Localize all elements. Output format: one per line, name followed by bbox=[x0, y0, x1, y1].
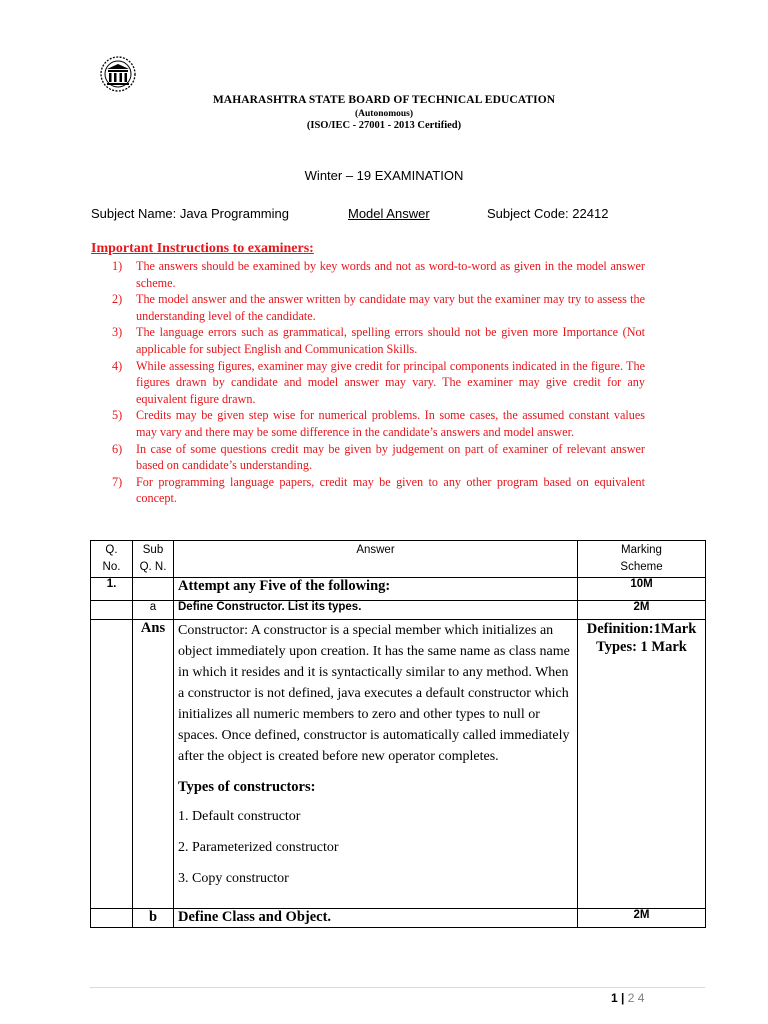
definition-mark: Definition:1Mark bbox=[586, 621, 697, 637]
question-marks: 10M bbox=[578, 578, 706, 601]
instruction-item: 4) While assessing figures, examiner may give credit for principal components indicated in the figure. The figures drawn by candidate and model answer may vary. The examiner may give credit for any equivalent figure drawn. bbox=[112, 358, 645, 406]
certification-label: (ISO/IEC - 27001 - 2013 Certified) bbox=[306, 120, 462, 131]
question-number-empty bbox=[91, 909, 133, 928]
autonomous-label: (Autonomous) bbox=[354, 109, 414, 119]
question-title: Attempt any Five of the following: bbox=[174, 578, 578, 601]
header-sub-qn: Sub Q. N. bbox=[133, 541, 174, 578]
page-number: 1 bbox=[611, 991, 618, 1005]
answer-table bbox=[90, 540, 706, 928]
board-name: MAHARASHTRA STATE BOARD OF TECHNICAL EDUCATION bbox=[212, 94, 556, 106]
sub-question-label: a bbox=[133, 601, 174, 620]
page-total: 2 4 bbox=[627, 991, 645, 1005]
sub-question-label: b bbox=[133, 909, 174, 928]
footer-divider bbox=[90, 987, 705, 988]
sub-question-title: Define Constructor. List its types. bbox=[174, 601, 578, 620]
question-number: 1. bbox=[91, 578, 133, 601]
table-header-row bbox=[91, 541, 706, 578]
sub-question-marks: 2M bbox=[578, 601, 706, 620]
types-mark: Types: 1 Mark bbox=[596, 639, 687, 655]
instruction-item: 2) The model answer and the answer written by candidate may vary but the examiner may try to assess the understanding level of the candidate. bbox=[112, 292, 645, 323]
msbte-logo-icon bbox=[98, 56, 138, 92]
table-row bbox=[91, 909, 706, 928]
instruction-item: 1) The answers should be examined by key words and not as word-to-word as given in the model answer scheme. bbox=[112, 259, 645, 290]
header-answer: Answer bbox=[174, 541, 578, 578]
instruction-item: 7) For programming language papers, credit may be given to any other program based on equivalent concept. bbox=[112, 474, 645, 506]
answer-marking bbox=[578, 620, 706, 909]
list-item: 1. Default constructor bbox=[178, 809, 301, 824]
subject-code: Subject Code: 22412 bbox=[487, 206, 609, 221]
types-heading: Types of constructors: bbox=[178, 779, 316, 795]
header-q-no: Q. No. bbox=[91, 541, 133, 578]
answer-label: Ans bbox=[133, 620, 174, 909]
instruction-item: 5) Credits may be given step wise for numerical problems. In some cases, the assumed constant values may vary and there may be some difference in the candidate’s answers and model answer. bbox=[112, 408, 645, 439]
table-row bbox=[91, 601, 706, 620]
page-footer bbox=[611, 991, 644, 1005]
examination-title: Winter – 19 EXAMINATION bbox=[304, 168, 464, 183]
table-row bbox=[91, 620, 706, 909]
instruction-item: 3) The language errors such as grammatical, spelling errors should not be given more Importance (Not applicable for subject English and Communication Skills. bbox=[112, 325, 645, 356]
instructions-list bbox=[108, 258, 645, 507]
sub-question-title: Define Class and Object. bbox=[174, 909, 578, 928]
instruction-item: 6) In case of some questions credit may be given by judgement on part of examiner of relevant answer based on candidate’s understanding. bbox=[112, 441, 645, 473]
question-number-empty bbox=[91, 601, 133, 620]
types-list bbox=[178, 806, 573, 889]
page-separator: | bbox=[617, 991, 628, 1005]
answer-paragraph: Constructor: A constructor is a special member which initializes an object immediately upon creation. It has the same name as class name in which it resides and it is syntactically similar to any method. When a constructor is not defined, java executes a default constructor which initializes all numeric members to zero and other types to null or spaces. Once defined, constructor is automatically called immediately after the object is created before new operator completes. bbox=[178, 623, 570, 764]
instructions-title: Important Instructions to examiners: bbox=[91, 241, 314, 256]
subject-name: Subject Name: Java Programming bbox=[91, 206, 289, 221]
sub-question-empty bbox=[133, 578, 174, 601]
answer-content bbox=[174, 620, 578, 909]
list-item: 3. Copy constructor bbox=[178, 871, 289, 886]
sub-question-marks: 2M bbox=[578, 909, 706, 928]
model-answer-label: Model Answer bbox=[348, 206, 430, 221]
header-marking-scheme: Marking Scheme bbox=[578, 541, 706, 578]
question-number-empty bbox=[91, 620, 133, 909]
table-row bbox=[91, 578, 706, 601]
list-item: 2. Parameterized constructor bbox=[178, 840, 339, 855]
